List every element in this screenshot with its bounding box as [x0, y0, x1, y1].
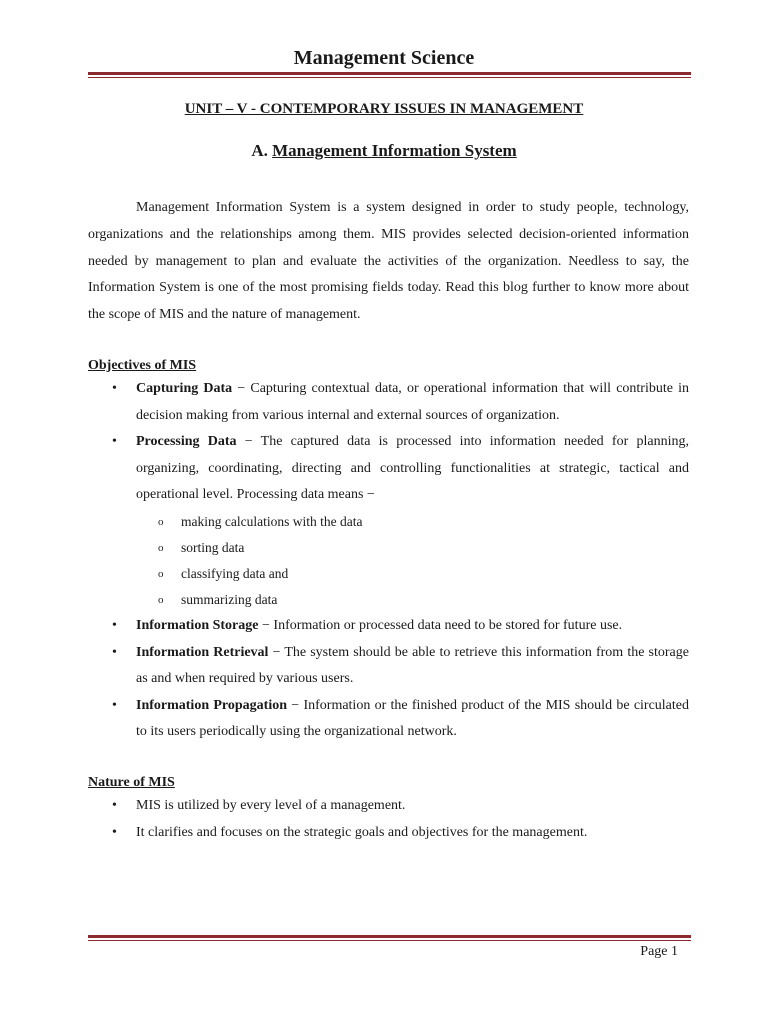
- bullet-icon: •: [112, 644, 117, 660]
- item-separator: −: [232, 380, 251, 396]
- document-header-title: Management Science: [293, 47, 475, 69]
- item-separator: −: [268, 644, 285, 660]
- nature-list: [88, 793, 689, 846]
- item-text: It clarifies and focuses on the strategic goals and objectives for the management.: [136, 824, 588, 840]
- section-title: [0, 141, 768, 161]
- item-text: The captured data is processed into information needed for planning, organizing, coordinating, directing and controlling functionalities at strategic, tactical and operational level. Processing data means −: [136, 434, 689, 503]
- item-label: Information Propagation: [136, 697, 288, 713]
- bullet-icon: •: [112, 617, 117, 633]
- list-item: [88, 820, 689, 847]
- list-item: [88, 376, 689, 429]
- list-item: [88, 793, 689, 820]
- item-text: The system should be able to retrieve this information from the storage as and when required by various users.: [136, 644, 689, 687]
- item-separator: −: [258, 617, 274, 633]
- section-prefix: A.: [251, 141, 268, 160]
- document-body: [88, 195, 689, 846]
- circle-bullet-icon: o: [158, 593, 164, 606]
- item-label: Capturing Data: [136, 380, 233, 396]
- page-number: Page 1: [640, 944, 678, 959]
- circle-bullet-icon: o: [158, 541, 164, 554]
- sub-list-item: [136, 535, 689, 561]
- section-heading: Management Information System: [272, 141, 517, 160]
- list-item: [88, 613, 689, 640]
- item-label: Information Retrieval: [136, 644, 269, 660]
- sub-item-text: summarizing data: [181, 591, 278, 607]
- footer-divider: [88, 935, 691, 941]
- item-text: MIS is utilized by every level of a management.: [136, 797, 406, 813]
- sub-item-text: sorting data: [181, 539, 245, 555]
- item-separator: −: [236, 434, 261, 450]
- unit-title: UNIT – V - CONTEMPORARY ISSUES IN MANAGEMENT: [184, 101, 584, 117]
- list-item: [88, 429, 689, 613]
- list-item: [88, 640, 689, 693]
- item-text: Information or the finished product of the MIS should be circulated to its users periodically using the organizational network.: [136, 697, 690, 740]
- sub-item-text: making calculations with the data: [181, 513, 363, 529]
- objectives-list: [88, 376, 689, 746]
- processing-sublist: [136, 509, 689, 613]
- item-separator: −: [287, 697, 304, 713]
- item-text: Capturing contextual data, or operational information that will contribute in decision making from various internal and external sources of organization.: [136, 380, 689, 423]
- item-label: Processing Data: [136, 434, 237, 450]
- nature-heading: Nature of MIS: [88, 774, 175, 790]
- circle-bullet-icon: o: [158, 515, 164, 528]
- item-label: Information Storage: [136, 617, 259, 633]
- bullet-icon: •: [112, 434, 117, 450]
- sub-item-text: classifying data and: [181, 565, 289, 581]
- bullet-icon: •: [112, 797, 117, 813]
- header-divider: [88, 72, 691, 78]
- sub-list-item: [136, 509, 689, 535]
- list-item: [88, 693, 689, 746]
- bullet-icon: •: [112, 697, 117, 713]
- circle-bullet-icon: o: [158, 567, 164, 580]
- sub-list-item: [136, 561, 689, 587]
- item-text: Information or processed data need to be stored for future use.: [273, 617, 623, 633]
- sub-list-item: [136, 587, 689, 613]
- intro-paragraph: Management Information System is a system designed in order to study people, technology, organizations and the relationships among them. MIS provides selected decision-oriented information needed by management to plan and evaluate the activities of the organization. Needless to say, the Information System is one of the most promising fields today. Read this blog further to know more about the scope of MIS and the nature of management.: [88, 200, 689, 323]
- objectives-heading: Objectives of MIS: [88, 357, 197, 373]
- bullet-icon: •: [112, 824, 117, 840]
- bullet-icon: •: [112, 380, 117, 396]
